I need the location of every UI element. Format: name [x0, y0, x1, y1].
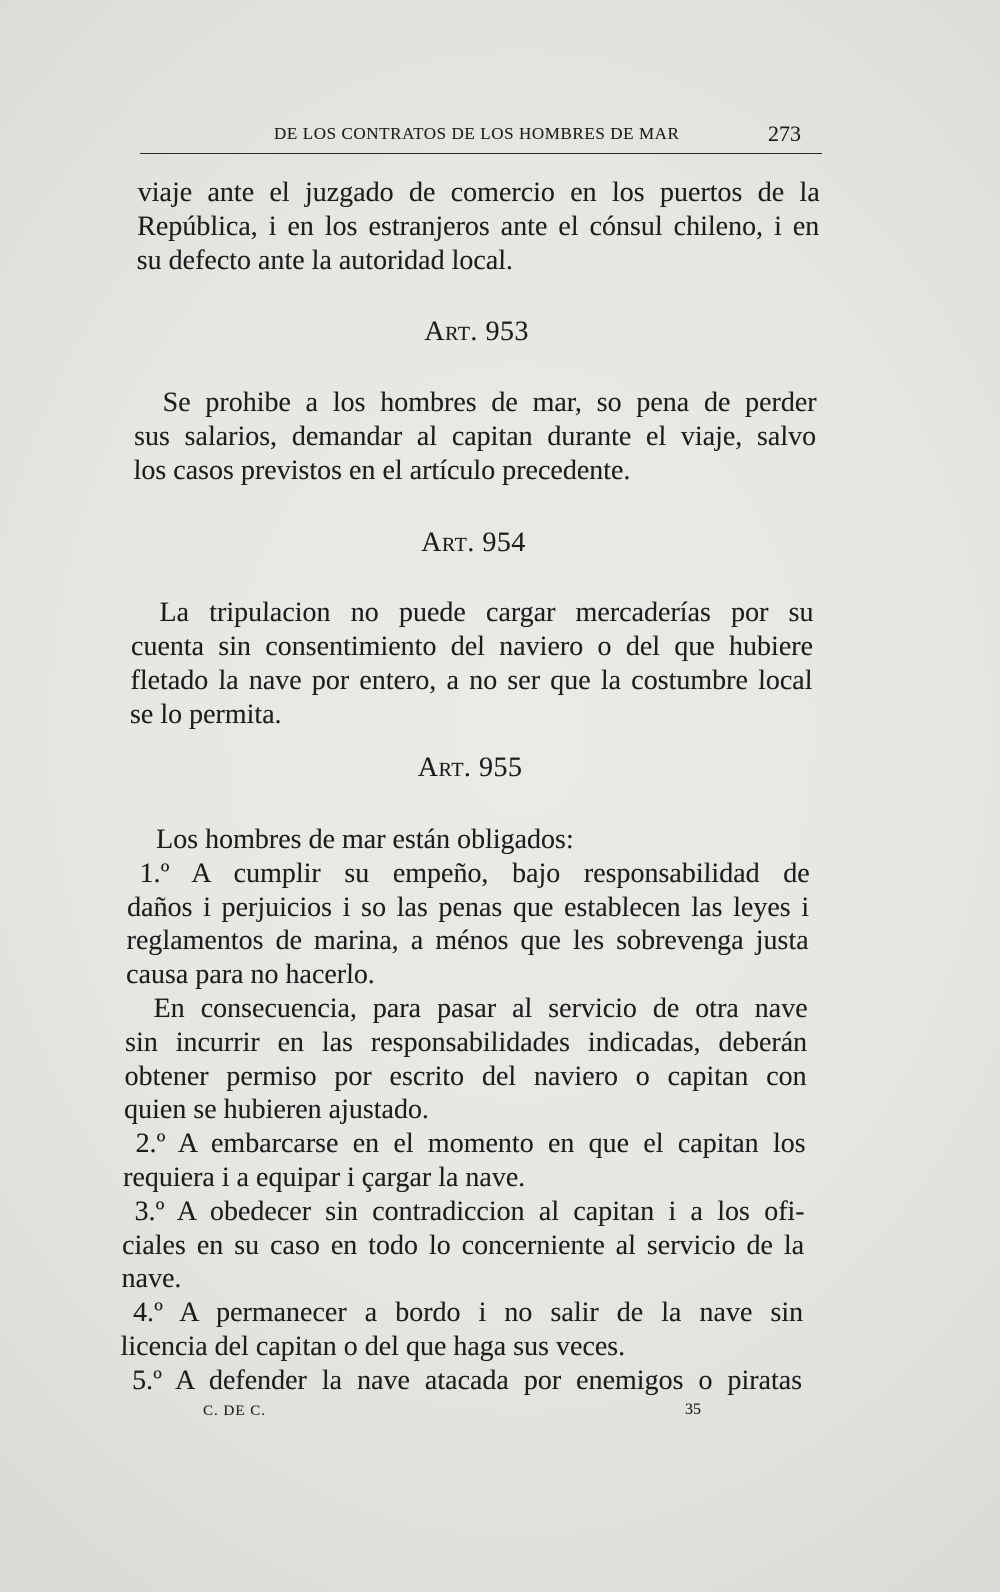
text-line: se lo permita. — [129, 698, 282, 730]
running-head-title: DE LOS CONTRATOS DE LOS HOMBRES DE MAR — [274, 124, 680, 143]
text-line: causa para no hacerlo. — [125, 959, 376, 991]
text-line: En consecuencia, para pasar al servicio de otra nave — [153, 993, 808, 1025]
article — [120, 751, 812, 1398]
page-number: 273 — [768, 121, 801, 146]
numbered-clause — [123, 1127, 806, 1195]
numbered-clause — [120, 1296, 803, 1364]
text-line: 5.º A defender la nave atacada por enemigos o piratas — [131, 1364, 803, 1396]
text-line: cuenta sin consentimiento del naviero o del que hubiere — [130, 631, 814, 663]
text-line: daños i perjuicios i so las penas que establecen las leyes i — [126, 891, 810, 923]
text-line: nave. — [121, 1263, 182, 1295]
paragraph — [128, 823, 811, 857]
article-heading: Art. 953 — [424, 316, 530, 348]
text-line: requiera i a equipar i çargar la nave. — [122, 1162, 526, 1194]
text-line: Se prohibe a los hombres de mar, so pena de perder — [162, 387, 817, 419]
article-heading: Art. 954 — [421, 526, 527, 558]
paragraph — [124, 992, 808, 1127]
page-body — [120, 176, 820, 1398]
text-line: 4.º A permanecer a bordo i no salir de la nave sin — [132, 1297, 804, 1329]
text-line: sin incurrir en las responsabilidades indicadas, deberán — [124, 1026, 808, 1058]
text-line: su defecto ante la autoridad local. — [136, 244, 514, 276]
text-line: reglamentos de marina, a ménos que les sobrevenga justa — [126, 925, 809, 957]
paragraph — [133, 386, 817, 487]
text-line: Los hombres de mar están obligados: — [155, 824, 574, 856]
text-line: 3.º A obedecer sin contradiccion al capitan i a los ofi- — [134, 1195, 805, 1227]
article-heading: Art. 955 — [417, 752, 523, 784]
text-line: La tripulacion no puede cargar mercaderías por su — [159, 597, 814, 629]
text-line: viaje ante el juzgado de comercio en los puertos de la — [137, 177, 820, 208]
numbered-clause — [121, 1195, 805, 1296]
text-line: los casos previstos en el artículo precedente. — [133, 454, 631, 486]
text-line: 1.º A cumplir su empeño, bajo responsabilidad de — [139, 857, 810, 889]
footer-signature: C. DE C. — [203, 1403, 267, 1419]
footer-sheet-number: 35 — [685, 1401, 701, 1418]
article — [130, 526, 815, 732]
paragraph — [130, 596, 814, 731]
text-line: licencia del capitan o del que haga sus veces. — [120, 1331, 626, 1362]
numbered-clause — [120, 1364, 803, 1398]
text-line: fletado la nave por entero, a no ser que la costumbre local — [130, 664, 813, 696]
article — [133, 315, 818, 487]
numbered-clause — [126, 857, 810, 992]
text-line: 2.º A embarcarse en el momento en que el capitan los — [135, 1128, 806, 1160]
text-line: sus salarios, demandar al capitan durante el viaje, salvo — [133, 420, 817, 452]
header-rule — [140, 153, 822, 154]
text-line: ciales en su caso en todo lo concerniente al servicio de la — [121, 1229, 805, 1261]
continued-paragraph — [136, 176, 820, 277]
text-line: quien se hubieren ajustado. — [123, 1094, 430, 1126]
text-line: obtener permiso por escrito del naviero o capitan con — [124, 1060, 807, 1092]
text-line: República, i en los estranjeros ante el cónsul chileno, i en — [137, 210, 820, 242]
